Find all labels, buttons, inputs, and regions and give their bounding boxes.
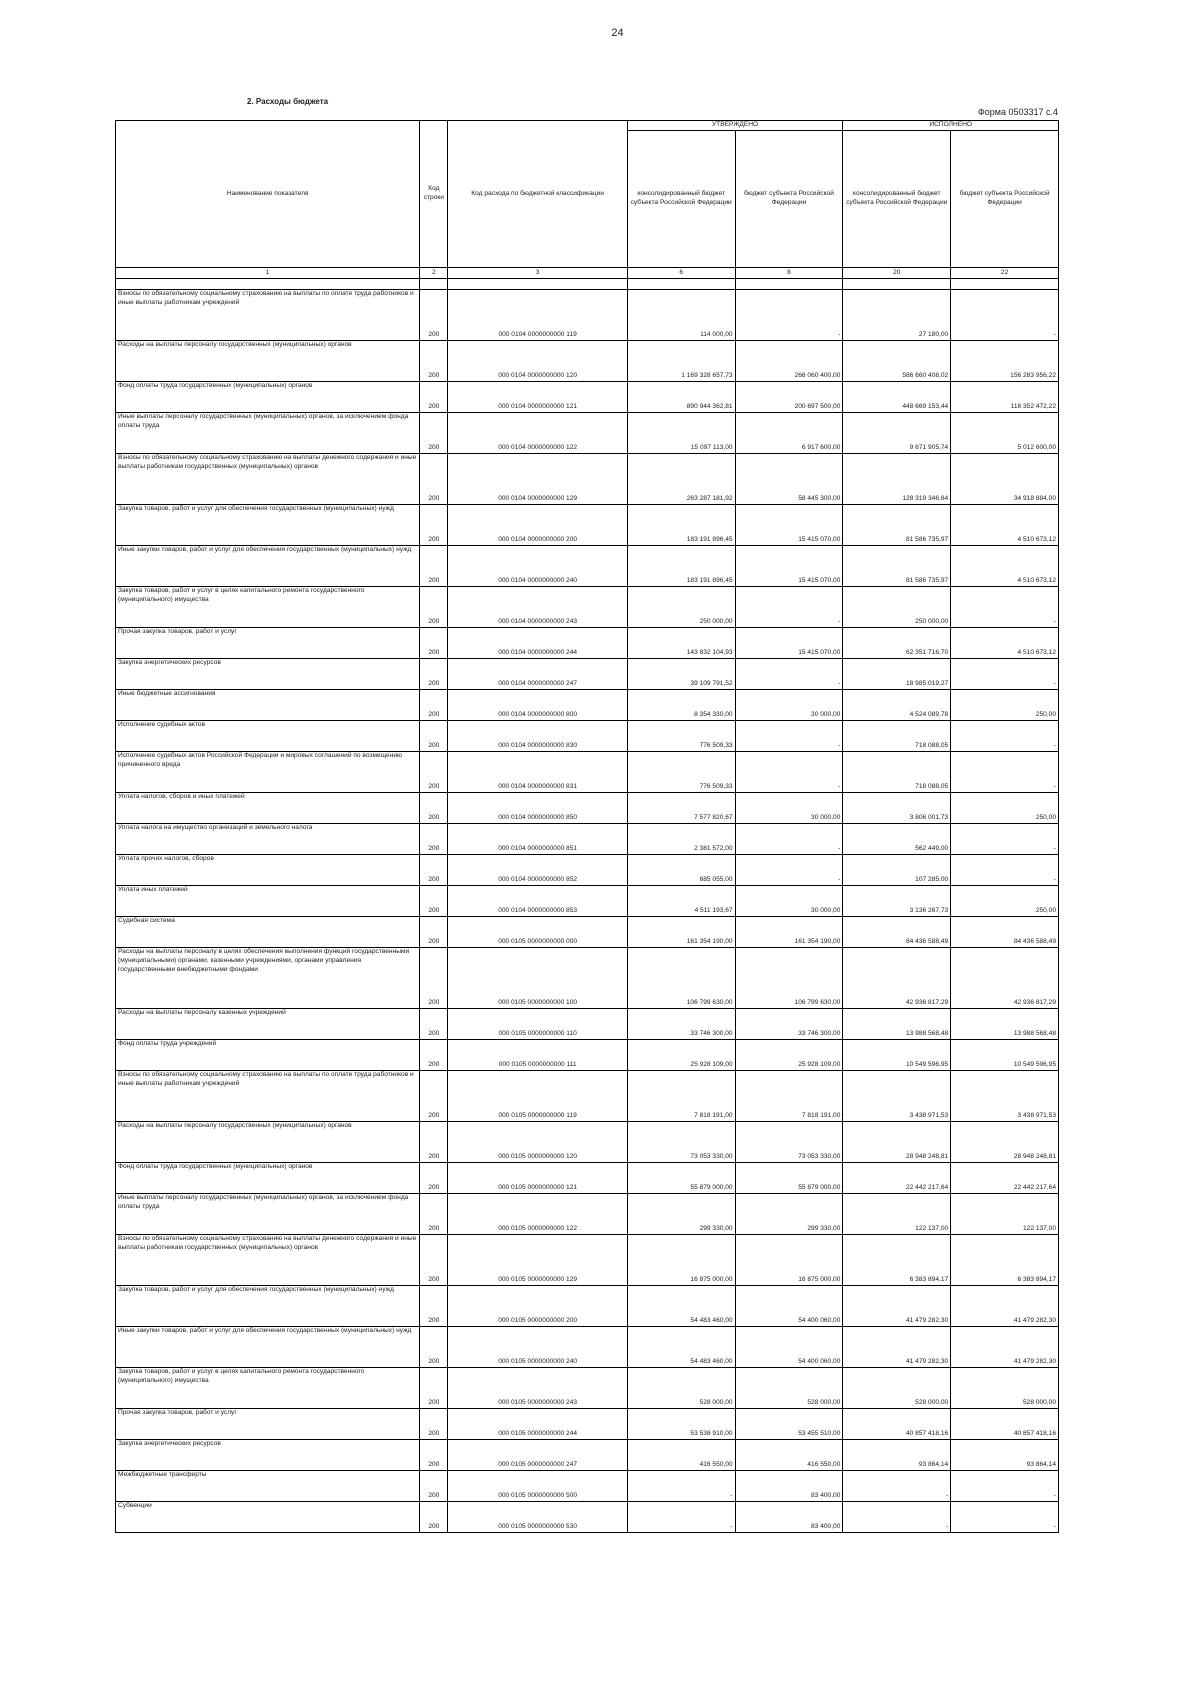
approved-consolidated-value: 1 169 328 657,73	[627, 341, 735, 382]
row-line-code: 200	[420, 1071, 448, 1122]
row-line-code: 200	[420, 1286, 448, 1327]
row-name: Закупка энергетических ресурсов	[116, 1440, 420, 1471]
table-row	[116, 824, 1059, 855]
executed-consolidated-value: 250 000,00	[843, 587, 951, 628]
approved-consolidated-value: 7 818 191,00	[627, 1071, 735, 1122]
row-line-code: 200	[420, 587, 448, 628]
row-name: Иные выплаты персоналу государственных (муниципальных) органов, за исключением фонда оплаты труда	[116, 1194, 420, 1235]
executed-consolidated-value: 40 857 418,16	[843, 1409, 951, 1440]
row-name: Фонд оплаты труда государственных (муниципальных) органов	[116, 382, 420, 413]
approved-consolidated-value: 161 354 190,00	[627, 917, 735, 948]
approved-consolidated-value: 39 109 791,52	[627, 659, 735, 690]
row-name: Закупка товаров, работ и услуг в целях капитального ремонта государственного (муниципального) имущества	[116, 1368, 420, 1409]
col-header-approved-subject: бюджет субъекта Российской Федерации	[735, 131, 843, 268]
row-line-code: 200	[420, 1440, 448, 1471]
approved-consolidated-value: 776 509,33	[627, 721, 735, 752]
executed-subject-value: -	[951, 1471, 1059, 1502]
row-line-code: 200	[420, 1009, 448, 1040]
page-number: 24	[611, 27, 624, 39]
approved-subject-value: -	[735, 752, 843, 793]
approved-subject-value: 33 746 300,00	[735, 1009, 843, 1040]
row-classification-code: 000 0104 0000000000 800	[448, 690, 627, 721]
approved-subject-value: 266 060 400,00	[735, 341, 843, 382]
col-header-classification: Код расхода по бюджетной классификации	[448, 121, 627, 268]
table-row	[116, 793, 1059, 824]
executed-subject-value: 3 438 971,53	[951, 1071, 1059, 1122]
executed-subject-value: 250,00	[951, 690, 1059, 721]
executed-consolidated-value: -	[843, 1502, 951, 1533]
row-name: Расходы на выплаты персоналу в целях обеспечения выполнения функций государственными (муниципальными) органами, казенными учреждениями, органами управления государственными внебюджетными фондами	[116, 948, 420, 1009]
approved-subject-value: 299 330,00	[735, 1194, 843, 1235]
row-classification-code: 000 0105 0000000000 200	[448, 1286, 627, 1327]
row-line-code: 200	[420, 1194, 448, 1235]
row-classification-code: 000 0105 0000000000 000	[448, 917, 627, 948]
row-line-code: 200	[420, 628, 448, 659]
table-row	[116, 1040, 1059, 1071]
table-row	[116, 413, 1059, 454]
executed-consolidated-value: 3 136 267,73	[843, 886, 951, 917]
row-line-code: 200	[420, 382, 448, 413]
group-header-approved: УТВЕРЖДЕНО	[627, 121, 843, 131]
executed-subject-value: 528 000,00	[951, 1368, 1059, 1409]
row-line-code: 200	[420, 454, 448, 505]
executed-subject-value: 4 510 673,12	[951, 505, 1059, 546]
approved-consolidated-value: 25 928 109,00	[627, 1040, 735, 1071]
row-name: Исполнение судебных актов Российской Федерации и мировых соглашений по возмещению причиненного вреда	[116, 752, 420, 793]
executed-consolidated-value: -	[843, 1471, 951, 1502]
row-line-code: 200	[420, 1122, 448, 1163]
row-line-code: 200	[420, 690, 448, 721]
table-row	[116, 1235, 1059, 1286]
row-line-code: 200	[420, 413, 448, 454]
approved-subject-value: 15 415 070,00	[735, 628, 843, 659]
table-row	[116, 1409, 1059, 1440]
row-classification-code: 000 0105 0000000000 243	[448, 1368, 627, 1409]
table-row	[116, 690, 1059, 721]
row-classification-code: 000 0104 0000000000 122	[448, 413, 627, 454]
row-line-code: 200	[420, 917, 448, 948]
table-row	[116, 1440, 1059, 1471]
executed-subject-value: 93 864,14	[951, 1440, 1059, 1471]
executed-subject-value: -	[951, 721, 1059, 752]
form-label: Форма 0503317 с.4	[977, 107, 1058, 117]
row-name: Уплата налога на имущество организаций и земельного налога	[116, 824, 420, 855]
approved-consolidated-value: 890 944 362,81	[627, 382, 735, 413]
row-classification-code: 000 0104 0000000000 853	[448, 886, 627, 917]
row-name: Прочая закупка товаров, работ и услуг	[116, 1409, 420, 1440]
row-name: Иные выплаты персоналу государственных (муниципальных) органов, за исключением фонда оплаты труда	[116, 413, 420, 454]
approved-subject-value: 55 879 000,00	[735, 1163, 843, 1194]
executed-consolidated-value: 81 586 735,97	[843, 546, 951, 587]
approved-consolidated-value: 33 746 300,00	[627, 1009, 735, 1040]
approved-subject-value: 58 445 300,00	[735, 454, 843, 505]
row-classification-code: 000 0104 0000000000 120	[448, 341, 627, 382]
row-name: Иные закупки товаров, работ и услуг для обеспечения государственных (муниципальных) нужд	[116, 546, 420, 587]
table-row	[116, 587, 1059, 628]
section-title: 2. Расходы бюджета	[247, 97, 329, 106]
approved-consolidated-value: 55 879 000,00	[627, 1163, 735, 1194]
table-row	[116, 886, 1059, 917]
row-line-code: 200	[420, 1409, 448, 1440]
approved-consolidated-value: 2 381 572,00	[627, 824, 735, 855]
approved-consolidated-value: 15 097 113,00	[627, 413, 735, 454]
row-classification-code: 000 0105 0000000000 530	[448, 1502, 627, 1533]
row-classification-code: 000 0105 0000000000 120	[448, 1122, 627, 1163]
row-name: Взносы по обязательному социальному страхованию на выплаты по оплате труда работников и иные выплаты работникам учреждений	[116, 1071, 420, 1122]
row-name: Иные закупки товаров, работ и услуг для обеспечения государственных (муниципальных) нужд	[116, 1327, 420, 1368]
executed-subject-value: 28 948 248,81	[951, 1122, 1059, 1163]
executed-subject-value: 10 549 596,95	[951, 1040, 1059, 1071]
row-classification-code: 000 0104 0000000000 200	[448, 505, 627, 546]
table-row	[116, 1368, 1059, 1409]
col-header-approved-consolidated: консолидированный бюджет субъекта Российской Федерации	[627, 131, 735, 268]
executed-subject-value: 122 137,00	[951, 1194, 1059, 1235]
row-line-code: 200	[420, 1327, 448, 1368]
col-index: 20	[843, 268, 951, 279]
approved-consolidated-value: -	[627, 1502, 735, 1533]
row-name: Судебная система	[116, 917, 420, 948]
table-row	[116, 290, 1059, 341]
approved-consolidated-value: 53 538 910,00	[627, 1409, 735, 1440]
approved-subject-value: -	[735, 824, 843, 855]
approved-subject-value: 30 000,00	[735, 886, 843, 917]
executed-subject-value: 116 352 472,22	[951, 382, 1059, 413]
executed-consolidated-value: 3 438 971,53	[843, 1071, 951, 1122]
approved-subject-value: 416 550,00	[735, 1440, 843, 1471]
executed-subject-value: 42 936 817,29	[951, 948, 1059, 1009]
approved-consolidated-value: 8 354 330,00	[627, 690, 735, 721]
approved-subject-value: -	[735, 587, 843, 628]
row-name: Фонд оплаты труда учреждений	[116, 1040, 420, 1071]
group-header-executed: ИСПОЛНЕНО	[843, 121, 1059, 131]
col-header-executed-subject: бюджет субъекта Российской Федерации	[951, 131, 1059, 268]
approved-consolidated-value: 54 483 460,00	[627, 1286, 735, 1327]
approved-subject-value: 6 917 600,00	[735, 413, 843, 454]
table-row	[116, 382, 1059, 413]
approved-consolidated-value: 106 799 630,00	[627, 948, 735, 1009]
approved-consolidated-value: 183 191 896,45	[627, 505, 735, 546]
row-classification-code: 000 0104 0000000000 830	[448, 721, 627, 752]
executed-consolidated-value: 42 936 817,29	[843, 948, 951, 1009]
row-classification-code: 000 0105 0000000000 247	[448, 1440, 627, 1471]
executed-subject-value: 250,00	[951, 886, 1059, 917]
approved-subject-value: 54 400 060,00	[735, 1327, 843, 1368]
executed-subject-value: 84 436 588,49	[951, 917, 1059, 948]
row-line-code: 200	[420, 1235, 448, 1286]
executed-consolidated-value: 18 985 019,27	[843, 659, 951, 690]
executed-consolidated-value: 27 180,00	[843, 290, 951, 341]
approved-consolidated-value: 250 000,00	[627, 587, 735, 628]
executed-subject-value: 40 857 418,16	[951, 1409, 1059, 1440]
table-row	[116, 1071, 1059, 1122]
approved-consolidated-value: 114 000,00	[627, 290, 735, 341]
approved-subject-value: 83 400,00	[735, 1502, 843, 1533]
executed-consolidated-value: 6 383 894,17	[843, 1235, 951, 1286]
executed-subject-value: 4 510 673,12	[951, 628, 1059, 659]
col-index: 1	[116, 268, 420, 279]
approved-subject-value: 15 415 070,00	[735, 546, 843, 587]
table-row	[116, 454, 1059, 505]
table-row	[116, 1471, 1059, 1502]
executed-subject-value: 4 510 673,12	[951, 546, 1059, 587]
executed-consolidated-value: 13 988 568,48	[843, 1009, 951, 1040]
executed-consolidated-value: 448 669 153,44	[843, 382, 951, 413]
row-classification-code: 000 0104 0000000000 831	[448, 752, 627, 793]
executed-consolidated-value: 107 285,00	[843, 855, 951, 886]
row-name: Субвенции	[116, 1502, 420, 1533]
executed-consolidated-value: 128 319 346,84	[843, 454, 951, 505]
approved-subject-value: 16 875 000,00	[735, 1235, 843, 1286]
table-row	[116, 505, 1059, 546]
row-name: Закупка товаров, работ и услуг для обеспечения государственных (муниципальных) нужд	[116, 1286, 420, 1327]
table-row	[116, 1502, 1059, 1533]
table-row	[116, 1286, 1059, 1327]
executed-subject-value: -	[951, 290, 1059, 341]
approved-subject-value: -	[735, 290, 843, 341]
executed-subject-value: -	[951, 1502, 1059, 1533]
row-classification-code: 000 0105 0000000000 121	[448, 1163, 627, 1194]
table-row	[116, 1009, 1059, 1040]
approved-consolidated-value: 4 511 193,67	[627, 886, 735, 917]
approved-subject-value: 200 697 500,00	[735, 382, 843, 413]
row-name: Взносы по обязательному социальному страхованию на выплаты денежного содержания и иные выплаты работникам государственных (муниципальных) органов	[116, 1235, 420, 1286]
approved-subject-value: 54 400 060,00	[735, 1286, 843, 1327]
executed-consolidated-value: 9 671 905,74	[843, 413, 951, 454]
approved-subject-value: 30 000,00	[735, 690, 843, 721]
approved-subject-value: 83 400,00	[735, 1471, 843, 1502]
row-classification-code: 000 0104 0000000000 121	[448, 382, 627, 413]
row-classification-code: 000 0104 0000000000 851	[448, 824, 627, 855]
row-classification-code: 000 0105 0000000000 100	[448, 948, 627, 1009]
approved-subject-value: 15 415 070,00	[735, 505, 843, 546]
expenses-table	[115, 120, 1059, 1533]
row-name: Закупка товаров, работ и услуг для обеспечения государственных (муниципальных) нужд	[116, 505, 420, 546]
executed-consolidated-value: 62 351 716,70	[843, 628, 951, 659]
row-classification-code: 000 0104 0000000000 244	[448, 628, 627, 659]
row-line-code: 200	[420, 824, 448, 855]
table-row	[116, 1327, 1059, 1368]
approved-subject-value: 106 799 630,00	[735, 948, 843, 1009]
table-row	[116, 752, 1059, 793]
executed-subject-value: -	[951, 824, 1059, 855]
row-classification-code: 000 0105 0000000000 240	[448, 1327, 627, 1368]
executed-consolidated-value: 41 479 282,30	[843, 1286, 951, 1327]
row-classification-code: 000 0104 0000000000 129	[448, 454, 627, 505]
row-line-code: 200	[420, 341, 448, 382]
row-line-code: 200	[420, 793, 448, 824]
row-line-code: 200	[420, 505, 448, 546]
executed-consolidated-value: 586 660 408,02	[843, 341, 951, 382]
col-header-executed-consolidated: консолидированный бюджет субъекта Российской Федерации	[843, 131, 951, 268]
approved-subject-value: -	[735, 659, 843, 690]
approved-subject-value: 53 455 510,00	[735, 1409, 843, 1440]
row-name: Уплата налогов, сборов и иных платежей	[116, 793, 420, 824]
executed-subject-value: -	[951, 659, 1059, 690]
approved-subject-value: 73 053 330,00	[735, 1122, 843, 1163]
row-classification-code: 000 0105 0000000000 110	[448, 1009, 627, 1040]
row-name: Межбюджетные трансферты	[116, 1471, 420, 1502]
approved-consolidated-value: 143 832 104,93	[627, 628, 735, 659]
table-row	[116, 1163, 1059, 1194]
table-row	[116, 855, 1059, 886]
col-index: 6	[627, 268, 735, 279]
executed-subject-value: 250,00	[951, 793, 1059, 824]
approved-consolidated-value: 7 577 820,67	[627, 793, 735, 824]
row-name: Иные бюджетные ассигнования	[116, 690, 420, 721]
row-name: Уплата иных платежей	[116, 886, 420, 917]
col-header-line-code: Код строки	[420, 121, 448, 268]
executed-consolidated-value: 28 948 248,81	[843, 1122, 951, 1163]
executed-consolidated-value: 22 442 217,64	[843, 1163, 951, 1194]
executed-consolidated-value: 718 088,05	[843, 752, 951, 793]
row-line-code: 200	[420, 1368, 448, 1409]
approved-consolidated-value: -	[627, 1471, 735, 1502]
executed-consolidated-value: 93 864,14	[843, 1440, 951, 1471]
row-classification-code: 000 0104 0000000000 243	[448, 587, 627, 628]
row-name: Прочая закупка товаров, работ и услуг	[116, 628, 420, 659]
approved-consolidated-value: 16 875 000,00	[627, 1235, 735, 1286]
row-line-code: 200	[420, 546, 448, 587]
table-row	[116, 628, 1059, 659]
executed-subject-value: 34 918 884,00	[951, 454, 1059, 505]
approved-subject-value: 25 928 109,00	[735, 1040, 843, 1071]
table-row	[116, 917, 1059, 948]
executed-subject-value: -	[951, 752, 1059, 793]
executed-subject-value: -	[951, 587, 1059, 628]
row-classification-code: 000 0105 0000000000 244	[448, 1409, 627, 1440]
approved-consolidated-value: 263 287 181,92	[627, 454, 735, 505]
executed-subject-value: 156 283 956,22	[951, 341, 1059, 382]
row-classification-code: 000 0104 0000000000 852	[448, 855, 627, 886]
executed-subject-value: 6 383 894,17	[951, 1235, 1059, 1286]
executed-subject-value: 41 479 282,30	[951, 1286, 1059, 1327]
executed-consolidated-value: 4 524 089,78	[843, 690, 951, 721]
row-classification-code: 000 0105 0000000000 119	[448, 1071, 627, 1122]
row-classification-code: 000 0104 0000000000 240	[448, 546, 627, 587]
col-index: 3	[448, 268, 627, 279]
table-row	[116, 948, 1059, 1009]
row-classification-code: 000 0105 0000000000 111	[448, 1040, 627, 1071]
table-row	[116, 659, 1059, 690]
executed-consolidated-value: 562 449,00	[843, 824, 951, 855]
executed-consolidated-value: 41 479 282,30	[843, 1327, 951, 1368]
approved-consolidated-value: 528 000,00	[627, 1368, 735, 1409]
approved-subject-value: -	[735, 721, 843, 752]
approved-consolidated-value: 685 055,00	[627, 855, 735, 886]
row-name: Закупка товаров, работ и услуг в целях капитального ремонта государственного (муниципального) имущества	[116, 587, 420, 628]
executed-consolidated-value: 718 088,05	[843, 721, 951, 752]
row-line-code: 200	[420, 659, 448, 690]
executed-consolidated-value: 10 549 596,95	[843, 1040, 951, 1071]
executed-consolidated-value: 122 137,00	[843, 1194, 951, 1235]
executed-subject-value: 22 442 217,64	[951, 1163, 1059, 1194]
executed-subject-value: 41 479 282,30	[951, 1327, 1059, 1368]
executed-subject-value: -	[951, 855, 1059, 886]
approved-consolidated-value: 73 053 330,00	[627, 1122, 735, 1163]
approved-subject-value: -	[735, 855, 843, 886]
approved-subject-value: 7 818 191,00	[735, 1071, 843, 1122]
row-classification-code: 000 0104 0000000000 119	[448, 290, 627, 341]
col-index: 8	[735, 268, 843, 279]
executed-consolidated-value: 528 000,00	[843, 1368, 951, 1409]
col-header-name: Наименование показателя	[116, 121, 420, 268]
row-classification-code: 000 0104 0000000000 850	[448, 793, 627, 824]
col-index: 2	[420, 268, 448, 279]
row-classification-code: 000 0105 0000000000 122	[448, 1194, 627, 1235]
approved-consolidated-value: 416 550,00	[627, 1440, 735, 1471]
table-row	[116, 546, 1059, 587]
executed-subject-value: 13 988 568,48	[951, 1009, 1059, 1040]
row-name: Взносы по обязательному социальному страхованию на выплаты денежного содержания и иные выплаты работникам государственных (муниципальных) органов	[116, 454, 420, 505]
table-row	[116, 721, 1059, 752]
row-name: Взносы по обязательному социальному страхованию на выплаты по оплате труда работников и иные выплаты работникам учреждений	[116, 290, 420, 341]
row-name: Уплата прочих налогов, сборов	[116, 855, 420, 886]
row-line-code: 200	[420, 948, 448, 1009]
row-name: Фонд оплаты труда государственных (муниципальных) органов	[116, 1163, 420, 1194]
executed-consolidated-value: 81 586 735,97	[843, 505, 951, 546]
row-name: Расходы на выплаты персоналу государственных (муниципальных) органов	[116, 1122, 420, 1163]
row-classification-code: 000 0104 0000000000 247	[448, 659, 627, 690]
row-line-code: 200	[420, 752, 448, 793]
executed-consolidated-value: 84 436 588,49	[843, 917, 951, 948]
approved-consolidated-value: 54 483 460,00	[627, 1327, 735, 1368]
approved-consolidated-value: 776 509,33	[627, 752, 735, 793]
row-name: Расходы на выплаты персоналу государственных (муниципальных) органов	[116, 341, 420, 382]
row-line-code: 200	[420, 290, 448, 341]
approved-consolidated-value: 299 330,00	[627, 1194, 735, 1235]
spacer-row	[116, 279, 1059, 290]
approved-subject-value: 528 000,00	[735, 1368, 843, 1409]
row-line-code: 200	[420, 855, 448, 886]
row-classification-code: 000 0105 0000000000 129	[448, 1235, 627, 1286]
col-index: 22	[951, 268, 1059, 279]
approved-subject-value: 161 354 190,00	[735, 917, 843, 948]
approved-subject-value: 30 000,00	[735, 793, 843, 824]
row-name: Исполнение судебных актов	[116, 721, 420, 752]
row-line-code: 200	[420, 1163, 448, 1194]
table-row	[116, 1122, 1059, 1163]
table-row	[116, 1194, 1059, 1235]
row-name: Закупка энергетических ресурсов	[116, 659, 420, 690]
approved-consolidated-value: 183 191 896,45	[627, 546, 735, 587]
table-row	[116, 341, 1059, 382]
row-line-code: 200	[420, 1471, 448, 1502]
row-line-code: 200	[420, 721, 448, 752]
executed-subject-value: 5 012 600,00	[951, 413, 1059, 454]
row-line-code: 200	[420, 1040, 448, 1071]
row-line-code: 200	[420, 886, 448, 917]
row-classification-code: 000 0105 0000000000 500	[448, 1471, 627, 1502]
executed-consolidated-value: 3 806 001,73	[843, 793, 951, 824]
row-line-code: 200	[420, 1502, 448, 1533]
row-name: Расходы на выплаты персоналу казенных учреждений	[116, 1009, 420, 1040]
